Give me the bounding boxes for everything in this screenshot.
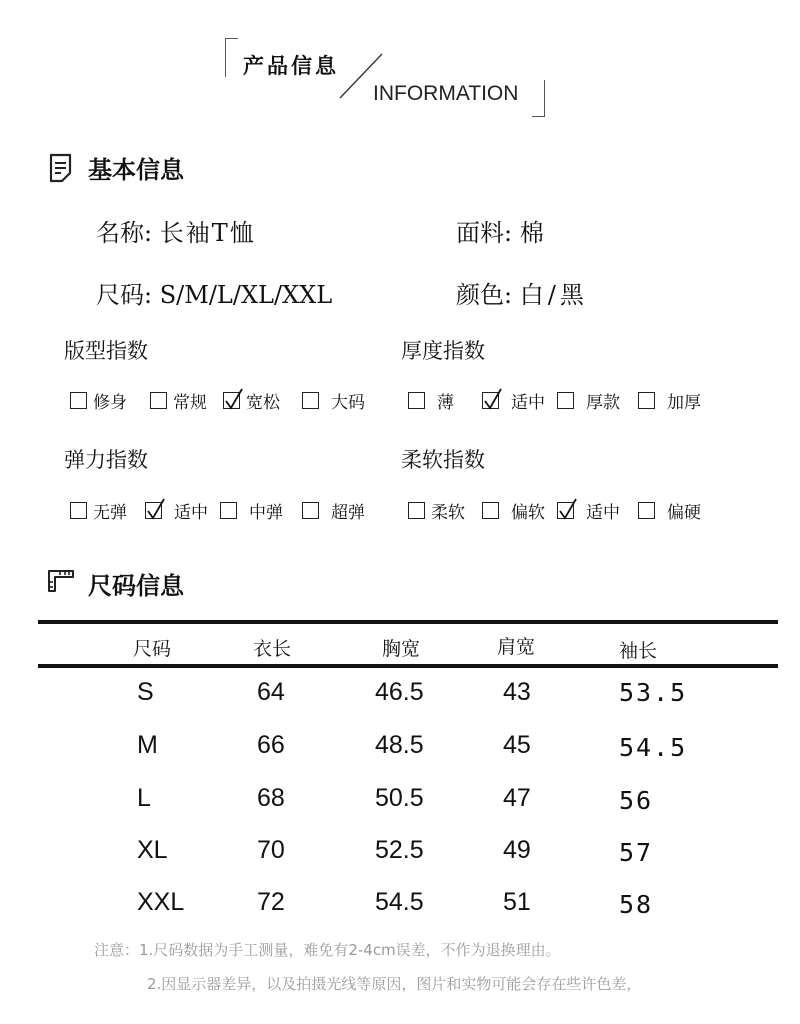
option-label: 薄: [437, 393, 454, 413]
table-cell: 51: [503, 888, 531, 916]
option-label: 中弹: [249, 503, 283, 523]
thickness-index-title: 厚度指数: [401, 339, 485, 363]
checkbox-checked-icon: [557, 502, 574, 519]
option-label: 大码: [331, 393, 365, 413]
option-label: 适中: [511, 393, 545, 413]
size-label: 尺码:: [96, 281, 153, 309]
table-cell: 53.5: [619, 678, 688, 707]
checkbox-icon: [70, 502, 87, 519]
fabric-field: [456, 213, 544, 248]
table-cell: XL: [137, 836, 168, 864]
color-label: 颜色:: [456, 281, 513, 309]
checkbox-icon: [220, 502, 237, 519]
softness-option-medium: [557, 498, 620, 523]
fabric-value: 棉: [519, 219, 544, 247]
column-header-sleeve: 袖长: [619, 640, 658, 662]
column-header-chest: 胸宽: [382, 638, 421, 660]
option-label: 宽松: [246, 393, 280, 413]
table-cell: 58: [619, 890, 654, 919]
fit-index-title: 版型指数: [64, 339, 148, 363]
name-value: 长袖T恤: [159, 219, 256, 247]
option-label: 偏软: [511, 503, 545, 523]
size-info-title: 尺码信息: [88, 572, 184, 600]
thickness-option-extra-thick: [638, 388, 701, 413]
checkbox-icon: [70, 392, 87, 409]
option-label: 常规: [173, 393, 207, 413]
checkbox-icon: [638, 502, 655, 519]
elasticity-index-title: 弹力指数: [64, 448, 148, 472]
softness-option-soft: [408, 498, 465, 523]
header-bracket-top-left: [225, 38, 238, 77]
table-cell: 66: [257, 731, 285, 759]
option-label: 超弹: [331, 503, 365, 523]
header-title: 产品信息: [243, 54, 339, 78]
option-label: 加厚: [667, 393, 701, 413]
checkbox-icon: [482, 502, 499, 519]
table-header-rule: [38, 664, 778, 668]
table-cell: 72: [257, 888, 285, 916]
elasticity-option-none: [70, 498, 127, 523]
checkbox-icon: [638, 392, 655, 409]
option-label: 无弹: [93, 503, 127, 523]
option-label: 柔软: [431, 503, 465, 523]
table-cell: 54.5: [619, 733, 688, 762]
checkbox-icon: [408, 392, 425, 409]
checkbox-icon: [150, 392, 167, 409]
table-cell: 43: [503, 678, 531, 706]
header-bracket-bottom-right: [532, 80, 545, 117]
option-label: 适中: [586, 503, 620, 523]
softness-index-title: 柔软指数: [401, 448, 485, 472]
elasticity-option-medium: [145, 498, 208, 523]
document-icon: [49, 153, 73, 183]
checkbox-icon: [302, 392, 319, 409]
checkbox-icon: [302, 502, 319, 519]
fit-option-loose: [223, 388, 280, 413]
header-subtitle: INFORMATION: [373, 82, 519, 105]
option-label: 偏硬: [667, 503, 701, 523]
thickness-option-medium: [482, 388, 545, 413]
softness-option-softish: [482, 498, 545, 523]
table-cell: 48.5: [375, 731, 424, 759]
table-cell: 64: [257, 678, 285, 706]
elasticity-option-mid: [220, 498, 283, 523]
table-cell: S: [137, 678, 154, 706]
note-line-2: 2.因显示器差异，以及拍摄光线等原因，图片和实物可能会存在些许色差，: [147, 975, 642, 993]
basic-info-title: 基本信息: [88, 156, 184, 184]
softness-option-hard: [638, 498, 701, 523]
size-field: [96, 275, 332, 310]
checkbox-icon: [557, 392, 574, 409]
fit-option-plus: [302, 388, 365, 413]
table-cell: 70: [257, 836, 285, 864]
option-label: 修身: [93, 393, 127, 413]
option-label: 厚款: [586, 393, 620, 413]
table-cell: 56: [619, 786, 654, 815]
column-header-size: 尺码: [133, 638, 172, 660]
checkbox-checked-icon: [145, 502, 162, 519]
table-cell: M: [137, 731, 158, 759]
table-cell: 57: [619, 838, 654, 867]
column-header-shoulder: 肩宽: [497, 636, 536, 658]
table-cell: 45: [503, 731, 531, 759]
fit-option-slim: [70, 388, 127, 413]
table-cell: 50.5: [375, 784, 424, 812]
table-cell: 47: [503, 784, 531, 812]
table-cell: 54.5: [375, 888, 424, 916]
color-field: [456, 275, 588, 310]
checkbox-checked-icon: [223, 392, 240, 409]
table-cell: L: [137, 784, 151, 812]
checkbox-checked-icon: [482, 392, 499, 409]
name-label: 名称:: [96, 219, 153, 247]
table-cell: XXL: [137, 888, 185, 916]
thickness-option-thick: [557, 388, 620, 413]
table-cell: 46.5: [375, 678, 424, 706]
ruler-icon: [47, 569, 75, 593]
table-cell: 52.5: [375, 836, 424, 864]
name-field: [96, 213, 256, 248]
table-cell: 68: [257, 784, 285, 812]
thickness-option-thin: [408, 388, 454, 413]
size-value: S/M/L/XL/XXL: [159, 281, 333, 309]
fit-option-regular: [150, 388, 207, 413]
option-label: 适中: [174, 503, 208, 523]
table-top-rule: [38, 620, 778, 624]
color-value: 白/黑: [519, 281, 588, 309]
note-line-1: 注意：1.尺码数据为手工测量，难免有2-4cm误差，不作为退换理由。: [94, 941, 561, 959]
table-cell: 49: [503, 836, 531, 864]
column-header-length: 衣长: [253, 638, 292, 660]
fabric-label: 面料:: [456, 219, 513, 247]
checkbox-icon: [408, 502, 425, 519]
elasticity-option-super: [302, 498, 365, 523]
